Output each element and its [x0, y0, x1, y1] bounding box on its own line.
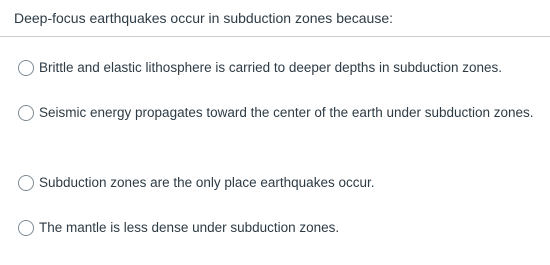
- radio-button-icon[interactable]: [18, 60, 34, 76]
- answer-option-label: Brittle and elastic lithosphere is carried to deeper depths in subduction zones.: [39, 60, 503, 75]
- radio-button-icon[interactable]: [18, 220, 34, 236]
- answer-option-2[interactable]: [18, 104, 540, 123]
- answer-option-label: Subduction zones are the only place earthquakes occur.: [39, 175, 375, 190]
- radio-button-icon[interactable]: [18, 105, 34, 121]
- answer-option-label: The mantle is less dense under subduction zones.: [39, 220, 340, 235]
- question-text: Deep-focus earthquakes occur in subduction zones because:: [14, 10, 394, 26]
- answer-option-label: Seismic energy propagates toward the center of the earth under subduction zones.: [39, 105, 534, 120]
- answer-option-4[interactable]: [18, 219, 540, 238]
- answer-option-1[interactable]: [18, 59, 540, 78]
- answer-option-3[interactable]: [18, 174, 540, 193]
- radio-button-icon[interactable]: [18, 175, 34, 191]
- question-divider: [0, 36, 550, 37]
